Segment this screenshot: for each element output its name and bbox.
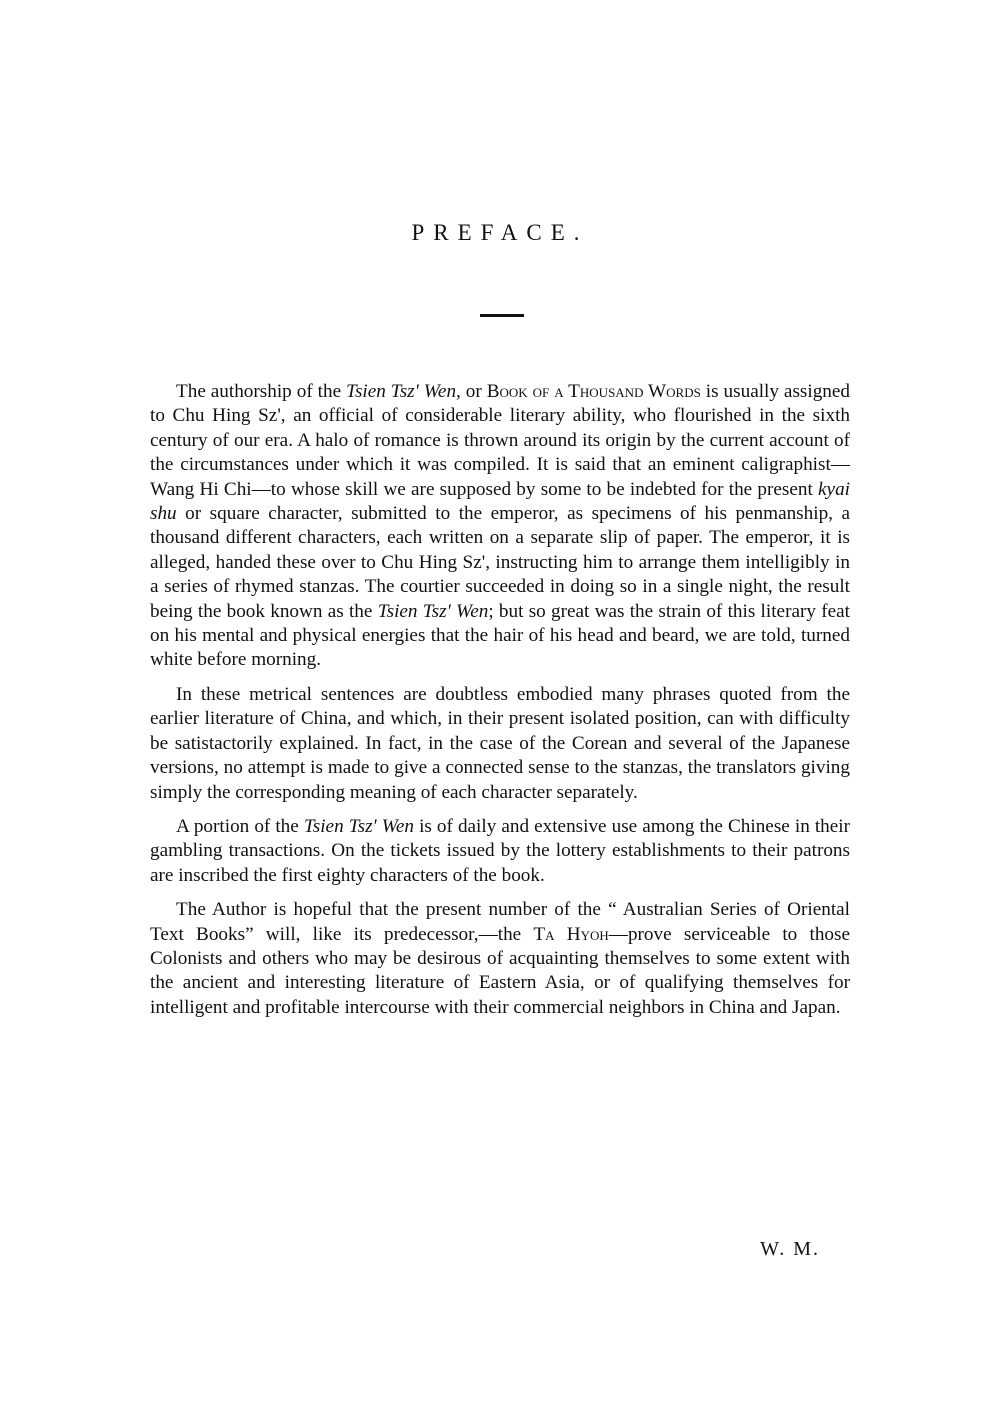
text-run: is usually assigned to Chu Hing Sz', an official of considerable literary ability, who flourished in the sixth century of our era. A halo of romance is thrown around its origin by the current account of the circumstances under which it was compiled. It is said that an eminent caligraphist—Wang Hi Chi—to whose skill we are supposed by some to be indebted for the present	[150, 381, 851, 500]
text-run: A portion of the	[176, 815, 304, 837]
paragraph-gambling-use	[150, 815, 850, 888]
title-rule	[480, 314, 524, 317]
paragraph-metrical-sentences: In these metrical sentences are doubtless embodied many phrases quoted from the earlier literature of China, and which, in their present isolated position, can with difficulty be satistactorily explained. In fact, in the case of the Corean and several of the Japanese versions, no attempt is made to give a connected sense to the stanzas, the translators giving simply the corresponding meaning of each character separately.	[150, 683, 850, 803]
paragraph-author-hope	[150, 898, 850, 1020]
text-run: The authorship of the	[176, 381, 347, 402]
italic-title: Tsien Tsz' Wen,	[346, 381, 461, 402]
author-signature: W. M.	[760, 1238, 820, 1260]
text-run: The Author is hopeful that the present number of the “ Australian Series of Oriental Text Books” will, like its predecessor,—the	[150, 899, 850, 945]
text-run: —prove serviceable to those Colonists and others who may be desirous of acquainting themselves to some extent with the ancient and interesting literature of Eastern Asia, or of qualifying themselves for intelligent and profitable intercourse with their commercial neighbors in China and Japan.	[150, 923, 850, 1018]
text-run: or square character, submitted to the emperor, as specimens of his penmanship, a thousand different characters, each written on a separate slip of paper. The emperor, it is alleged, handed these over to Chu Hing Sz', instructing him to arrange them intelligibly in a series of rhymed stanzas. The courtier succeeded in doing so in a single night, the result being the book known as the	[150, 503, 850, 622]
italic-title: Tsien Tsz' Wen	[303, 815, 415, 837]
text-run: or	[460, 381, 487, 402]
paragraph-authorship	[150, 380, 850, 673]
page-title: PREFACE.	[411, 220, 589, 245]
preface-body	[150, 380, 850, 1030]
italic-term: kyai shu	[150, 478, 850, 525]
small-caps-title: Ta Hyoh	[533, 923, 609, 945]
text-run: ; but so great was the strain of this literary feat on his mental and physical energies that the hair of his head and beard, we are told, turned white before morning.	[150, 600, 850, 671]
italic-title: Tsien Tsz' Wen	[377, 600, 489, 622]
small-caps-title: Book of a Thousand Words	[486, 381, 701, 402]
document-page	[150, 0, 850, 1424]
text-run: is of daily and extensive use among the Chinese in their gambling transactions. On the tickets issued by the lottery establishments to their patrons are inscribed the first eighty characters of the book.	[150, 815, 850, 886]
